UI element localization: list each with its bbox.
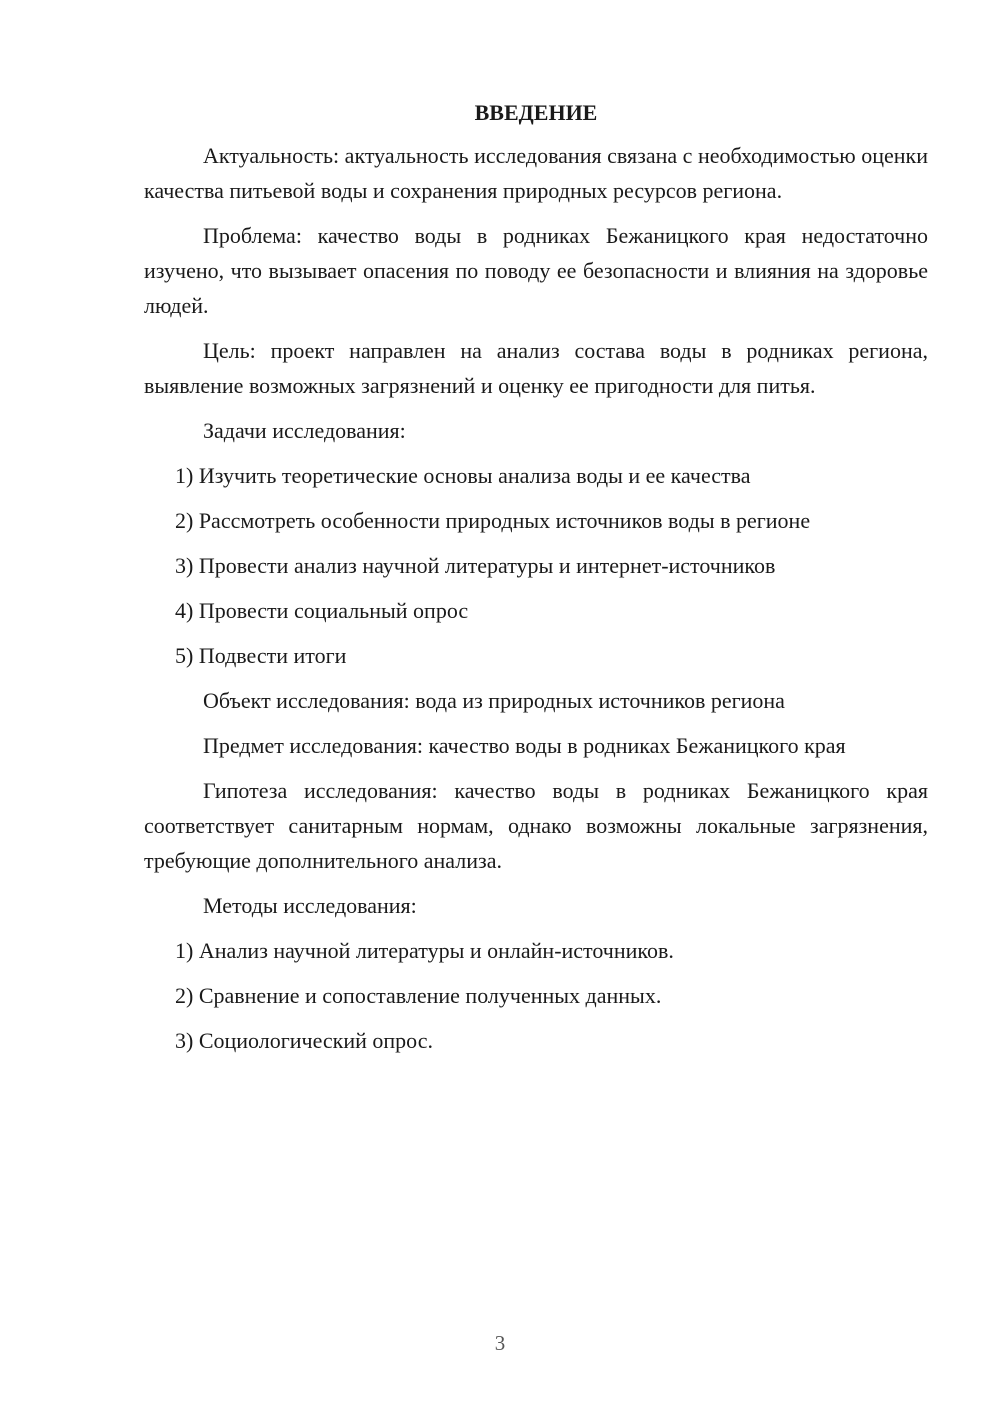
list-item: 2) Сравнение и сопоставление полученных данных.: [175, 983, 662, 1008]
list-item: 5) Подвести итоги: [175, 643, 347, 668]
list-item: 2) Рассмотреть особенности природных источников воды в регионе: [175, 508, 811, 533]
paragraph-object: Объект исследования: вода из природных источников региона: [203, 688, 785, 713]
paragraph-subject: Предмет исследования: качество воды в родниках Бежаницкого края: [203, 733, 846, 758]
paragraph-hypothesis: Гипотеза исследования: качество воды в родниках Бежаницкого края соответствует санитарным нормам, однако возможны локальные загрязнения, требующие дополнительного анализа.: [144, 778, 928, 873]
tasks-list: [144, 458, 928, 673]
document-page: [144, 95, 928, 1068]
paragraph-goal: Цель: проект направлен на анализ состава воды в родниках региона, выявление возможных загрязнений и оценку ее пригодности для питья.: [144, 338, 928, 398]
paragraph-relevance: Актуальность: актуальность исследования связана с необходимостью оценки качества питьевой воды и сохранения природных ресурсов региона.: [144, 143, 928, 203]
list-item: 3) Провести анализ научной литературы и интернет-источников: [175, 553, 776, 578]
page-number: 3: [494, 1331, 506, 1355]
list-item: 1) Изучить теоретические основы анализа воды и ее качества: [175, 463, 751, 488]
methods-list: [144, 933, 928, 1058]
list-item: 1) Анализ научной литературы и онлайн-источников.: [175, 938, 674, 963]
methods-heading: Методы исследования:: [203, 893, 417, 918]
section-title: ВВЕДЕНИЕ: [474, 100, 598, 125]
paragraph-problem: Проблема: качество воды в родниках Бежаницкого края недостаточно изучено, что вызывает опасения по поводу ее безопасности и влияния на здоровье людей.: [144, 223, 928, 318]
list-item: 4) Провести социальный опрос: [175, 598, 469, 623]
tasks-heading: Задачи исследования:: [203, 418, 406, 443]
list-item: 3) Социологический опрос.: [175, 1028, 433, 1053]
